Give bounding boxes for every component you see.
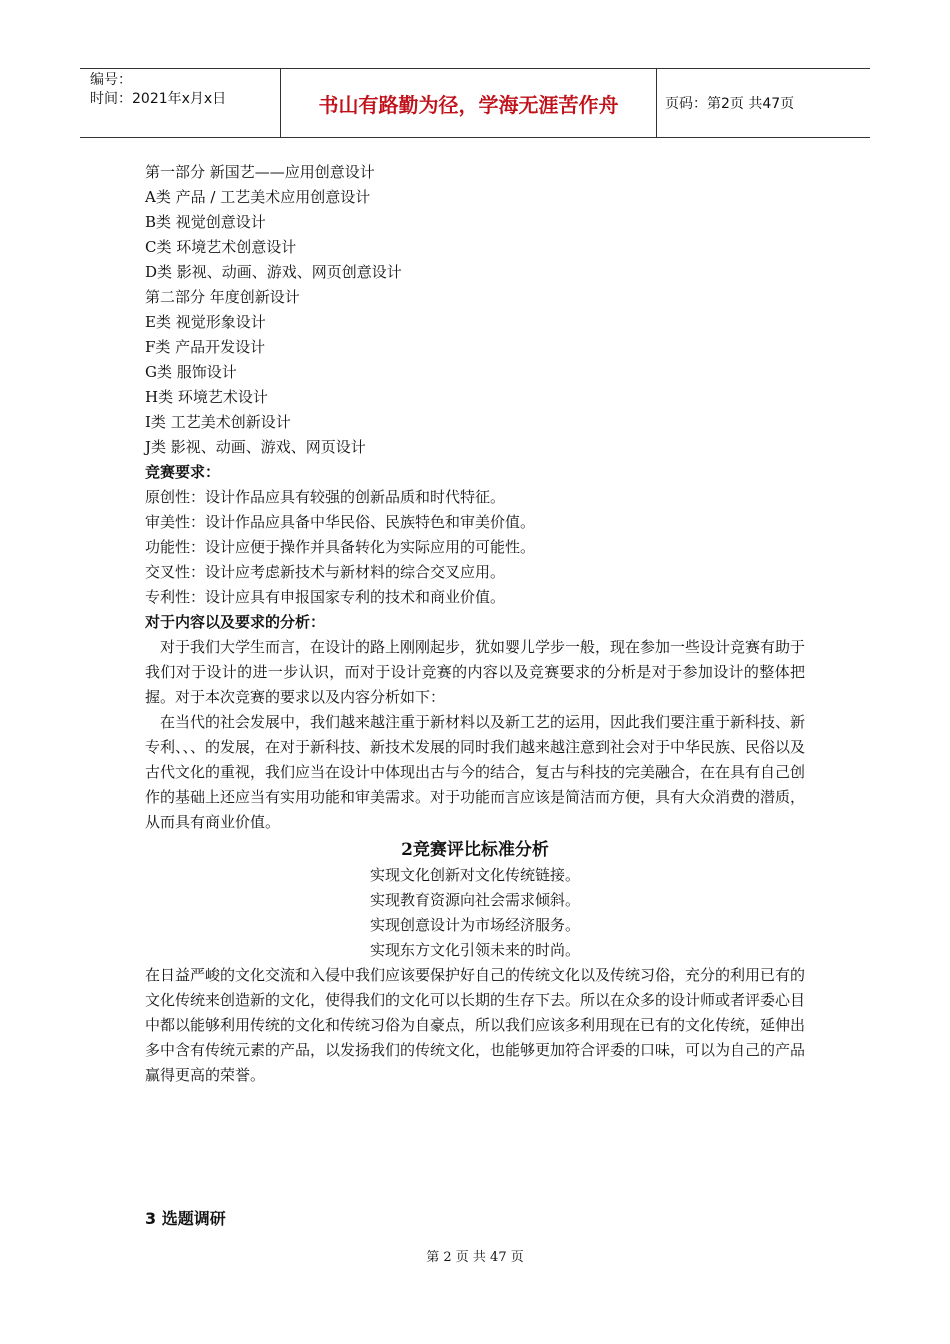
page-header [80, 68, 870, 138]
requirements-heading: 竞赛要求： [145, 463, 221, 481]
category-item: B类 视觉创意设计 [145, 213, 266, 231]
requirement-item: 审美性：设计作品应具备中华民俗、民族特色和审美价值。 [145, 513, 536, 531]
criteria-item: 实现文化创新对文化传统链接。 [369, 866, 580, 884]
requirements-list [145, 485, 805, 610]
criteria-paragraph: 在日益严峻的文化交流和入侵中我们应该要保护好自己的传统文化以及传统习俗，充分的利用已有的文化传统来创造新的文化，使得我们的文化可以长期的生存下去。所以在众多的设计师或者评委心目中都以能够利用传统的文化和传统习俗为自豪点，所以我们应该多利用现在已有的文化传统，延伸出多中含有传统元素的产品，以发扬我们的传统文化，也能够更加符合评委的口味，可以为自己的产品赢得更高的荣誉。 [145, 966, 806, 1084]
category-item: A类 产品 / 工艺美术应用创意设计 [145, 188, 371, 206]
category-item: D类 影视、动画、游戏、网页创意设计 [145, 263, 402, 281]
requirement-item: 原创性：设计作品应具有较强的创新品质和时代特征。 [145, 488, 506, 506]
category-item: E类 视觉形象设计 [145, 313, 266, 331]
header-motto: 书山有路勤为径，学海无涯苦作舟 [281, 69, 657, 137]
criteria-item: 实现创意设计为市场经济服务。 [369, 916, 580, 934]
category-item: 第二部分 年度创新设计 [145, 288, 300, 306]
requirement-item: 功能性：设计应便于操作并具备转化为实际应用的可能性。 [145, 538, 536, 556]
category-item: J类 影视、动画、游戏、网页设计 [145, 438, 366, 456]
category-item: I类 工艺美术创新设计 [145, 413, 291, 431]
number-label: 编号： [90, 72, 132, 88]
section-title: 2竞赛评比标准分析 [401, 840, 549, 860]
section-title: 3 选题调研 [145, 1209, 226, 1228]
category-item: C类 环境艺术创意设计 [145, 238, 297, 256]
category-item: 第一部分 新国艺——应用创意设计 [145, 163, 375, 181]
date-label: 时间：2021年x月x日 [90, 91, 227, 107]
category-item: G类 服饰设计 [145, 363, 237, 381]
criteria-item: 实现教育资源向社会需求倾斜。 [369, 891, 580, 909]
requirement-item: 交叉性：设计应考虑新技术与新材料的综合交叉应用。 [145, 563, 506, 581]
analysis-paragraph: 在当代的社会发展中，我们越来越注重于新材料以及新工艺的运用，因此我们要注重于新科技、新专利、、、的发展，在对于新科技、新技术发展的同时我们越来越注意到社会对于中华民族、民俗以及古代文化的重视，我们应当在设计中体现出古与今的结合，复古与科技的完美融合，在在具有自己创作的基础上还应当有实用功能和审美需求。对于功能而言应该是简洁而方便，具有大众消费的潜质，从而具有商业价值。 [145, 713, 806, 831]
category-item: F类 产品开发设计 [145, 338, 266, 356]
criteria-item: 实现东方文化引领未来的时尚。 [369, 941, 580, 959]
category-item: H类 环境艺术设计 [145, 388, 268, 406]
category-list [145, 160, 805, 460]
analysis-heading: 对于内容以及要求的分析： [145, 613, 326, 631]
header-page-number: 页码：第2页 共47页 [665, 96, 795, 112]
document-body [145, 160, 805, 1088]
requirement-item: 专利性：设计应具有申报国家专利的技术和商业价值。 [145, 588, 506, 606]
criteria-list [145, 863, 805, 963]
page-footer: 第 2 页 共 47 页 [426, 1250, 524, 1265]
header-meta [80, 69, 281, 137]
analysis-paragraph: 对于我们大学生而言，在设计的路上刚刚起步，犹如婴儿学步一般，现在参加一些设计竞赛有助于我们对于设计的进一步认识，而对于设计竞赛的内容以及竞赛要求的分析是对于参加设计的整体把握。对于本次竞赛的要求以及内容分析如下： [145, 638, 806, 706]
